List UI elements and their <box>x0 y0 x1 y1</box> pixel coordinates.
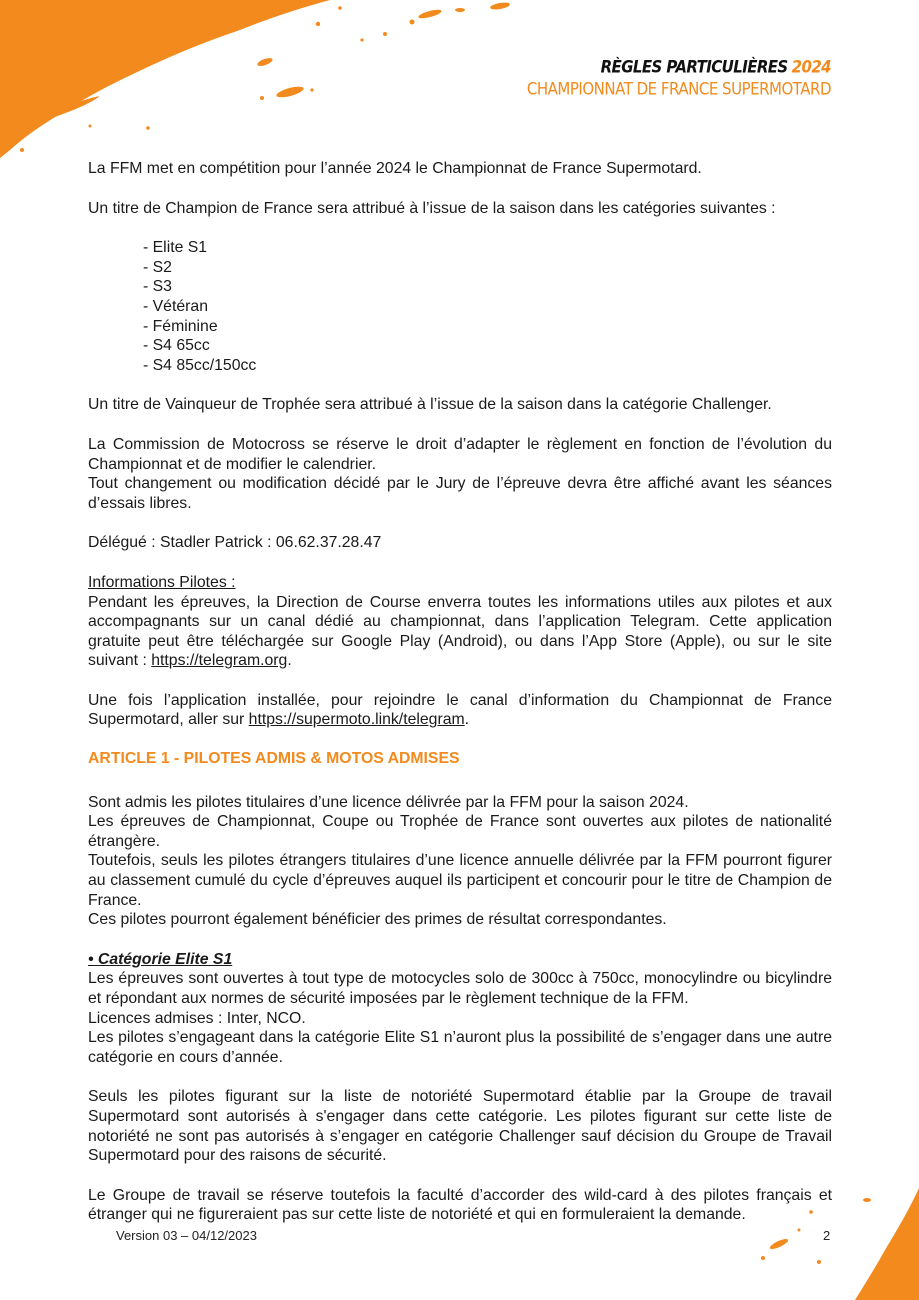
telegram-link[interactable]: https://telegram.org <box>151 652 288 670</box>
info-heading: Informations Pilotes : <box>88 573 236 591</box>
article-1-paragraph-2: Les épreuves de Championnat, Coupe ou Trophée de France sont ouvertes aux pilotes de nationalité étrangère. <box>88 813 832 850</box>
elite-paragraph-1: Les épreuves sont ouvertes à tout type de motocycles solo de 300cc à 750cc, monocylindre ou bicylindre et répondant aux normes de sécurité imposées par le règlement technique de la FFM. <box>88 970 832 1007</box>
elite-paragraph-2: Licences admises : Inter, NCO. <box>88 1009 306 1027</box>
article-1-paragraph-4: Ces pilotes pourront également bénéficier des primes de résultat correspondantes. <box>88 911 667 929</box>
info-paragraph: Pendant les épreuves, la Direction de Course enverra toutes les informations utiles aux pilotes et aux accompagnants sur un canal dédié au championnat, dans l’application Telegram. Cette application gratuite peut être téléchargée sur Google Play (Android), ou dans l’App Store (Apple), ou sur le site suivant : https://telegram.org. <box>88 593 832 670</box>
list-item: - Vétéran <box>143 297 208 315</box>
page-number: 2 <box>823 1228 831 1243</box>
document-header <box>527 56 831 100</box>
footer-version: Version 03 – 04/12/2023 <box>116 1228 257 1243</box>
join-paragraph: Une fois l’application installée, pour rejoindre le canal d’information du Championnat de France Supermotard, aller sur https://supermoto.link/telegram. <box>88 691 832 729</box>
header-title: RÈGLES PARTICULIÈRES <box>600 56 788 78</box>
champion-paragraph: Un titre de Champion de France sera attribué à l’issue de la saison dans les catégories suivantes : <box>88 199 776 217</box>
category-list <box>88 238 832 375</box>
list-item: - S2 <box>143 258 172 276</box>
supermoto-telegram-link[interactable]: https://supermoto.link/telegram <box>248 711 465 729</box>
intro-paragraph: La FFM met en compétition pour l’année 2024 le Championnat de France Supermotard. <box>88 160 702 177</box>
article-1-title: ARTICLE 1 - PILOTES ADMIS & MOTOS ADMISES <box>88 750 460 768</box>
article-1-paragraph-3: Toutefois, seuls les pilotes étrangers titulaires d’une licence annuelle délivrée par la FFM pourront figurer au classement cumulé du cycle d’épreuves auquel ils participent et concourir pour le titre de Champion de France. <box>88 852 832 909</box>
info-text: Pendant les épreuves, la Direction de Course enverra toutes les informations utiles aux pilotes et aux accompagnants sur un canal dédié au championnat, dans l’application Telegram. Cette application gratuite peut être téléchargée sur Google Play (Android), ou dans l’App Store (Apple), ou sur le site suivant : <box>88 593 832 670</box>
document-body <box>88 159 832 1225</box>
elite-paragraph-5: Le Groupe de travail se réserve toutefois la faculté d’accorder des wild-card à des pilotes français et étranger qui ne figureraient pas sur cette liste de notoriété et qui en formuleraient la demande. <box>88 1186 832 1224</box>
list-item: - Féminine <box>143 317 218 335</box>
changes-paragraph: Tout changement ou modification décidé par le Jury de l’épreuve devra être affiché avant les séances d’essais libres. <box>88 475 832 512</box>
join-text: Une fois l’application installée, pour rejoindre le canal d’information du Championnat de France Supermotard, aller sur <box>88 691 832 729</box>
delegate-line: Délégué : Stadler Patrick : 06.62.37.28.47 <box>88 534 382 552</box>
commission-paragraph: La Commission de Motocross se réserve le droit d’adapter le règlement en fonction de l’évolution du Championnat et de modifier le calendrier. <box>88 435 832 473</box>
list-item: - Elite S1 <box>143 239 208 257</box>
orange-splash-top-left <box>0 0 540 170</box>
header-subtitle: CHAMPIONNAT DE FRANCE SUPERMOTARD <box>526 78 831 100</box>
elite-s1-heading: • Catégorie Elite S1 <box>88 950 233 968</box>
list-item: - S3 <box>143 278 172 296</box>
trophy-paragraph: Un titre de Vainqueur de Trophée sera attribué à l’issue de la saison dans la catégorie Challenger. <box>88 396 772 414</box>
list-item: - S4 85cc/150cc <box>143 356 257 374</box>
elite-paragraph-3: Les pilotes s’engageant dans la catégorie Elite S1 n’auront plus la possibilité de s’engager dans une autre catégorie en cours d’année. <box>88 1029 832 1066</box>
elite-paragraph-4: Seuls les pilotes figurant sur la liste de notoriété Supermotard établie par la Groupe de travail Supermotard sont autorisés à s'engager dans cette catégorie. Les pilotes figurant sur cette liste de notoriété ne sont pas autorisés à s’engager en catégorie Challenger sauf décision du Groupe de Travail Supermotard pour des raisons de sécurité. <box>88 1088 832 1165</box>
header-year: 2024 <box>791 56 831 78</box>
list-item: - S4 65cc <box>143 337 210 355</box>
article-1-paragraph-1: Sont admis les pilotes titulaires d’une licence délivrée par la FFM pour la saison 2024. <box>88 793 689 811</box>
